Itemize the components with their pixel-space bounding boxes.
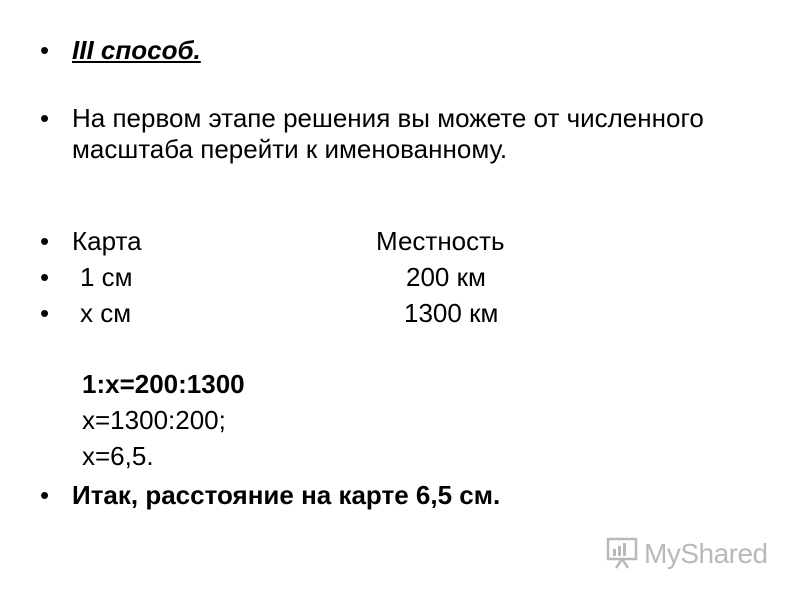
- map-value-1: 1 см: [80, 262, 133, 292]
- bullet: •: [40, 298, 50, 328]
- bullet: •: [40, 103, 50, 133]
- terrain-value-2: 1300 км: [404, 298, 499, 328]
- equation-3: х=6,5.: [82, 441, 154, 471]
- heading: III способ.: [72, 35, 201, 65]
- equation-2: х=1300:200;: [82, 405, 226, 435]
- bullet: •: [40, 35, 50, 65]
- bullet: •: [40, 480, 50, 510]
- watermark-logo: [606, 536, 766, 572]
- intro-line-1: На первом этапе решения вы можете от численного: [72, 103, 704, 133]
- equation-1: 1:х=200:1300: [82, 369, 245, 399]
- bullet: •: [40, 226, 50, 256]
- map-header: Карта: [72, 226, 142, 256]
- presentation-board-icon: [606, 535, 638, 574]
- intro-line-2: масштаба перейти к именованному.: [72, 134, 508, 164]
- terrain-header: Местность: [376, 226, 505, 256]
- conclusion: Итак, расстояние на карте 6,5 см.: [72, 480, 501, 510]
- map-value-2: х см: [80, 298, 132, 328]
- bullet: •: [40, 262, 50, 292]
- terrain-value-1: 200 км: [406, 262, 486, 292]
- watermark-text: MyShared: [644, 538, 768, 569]
